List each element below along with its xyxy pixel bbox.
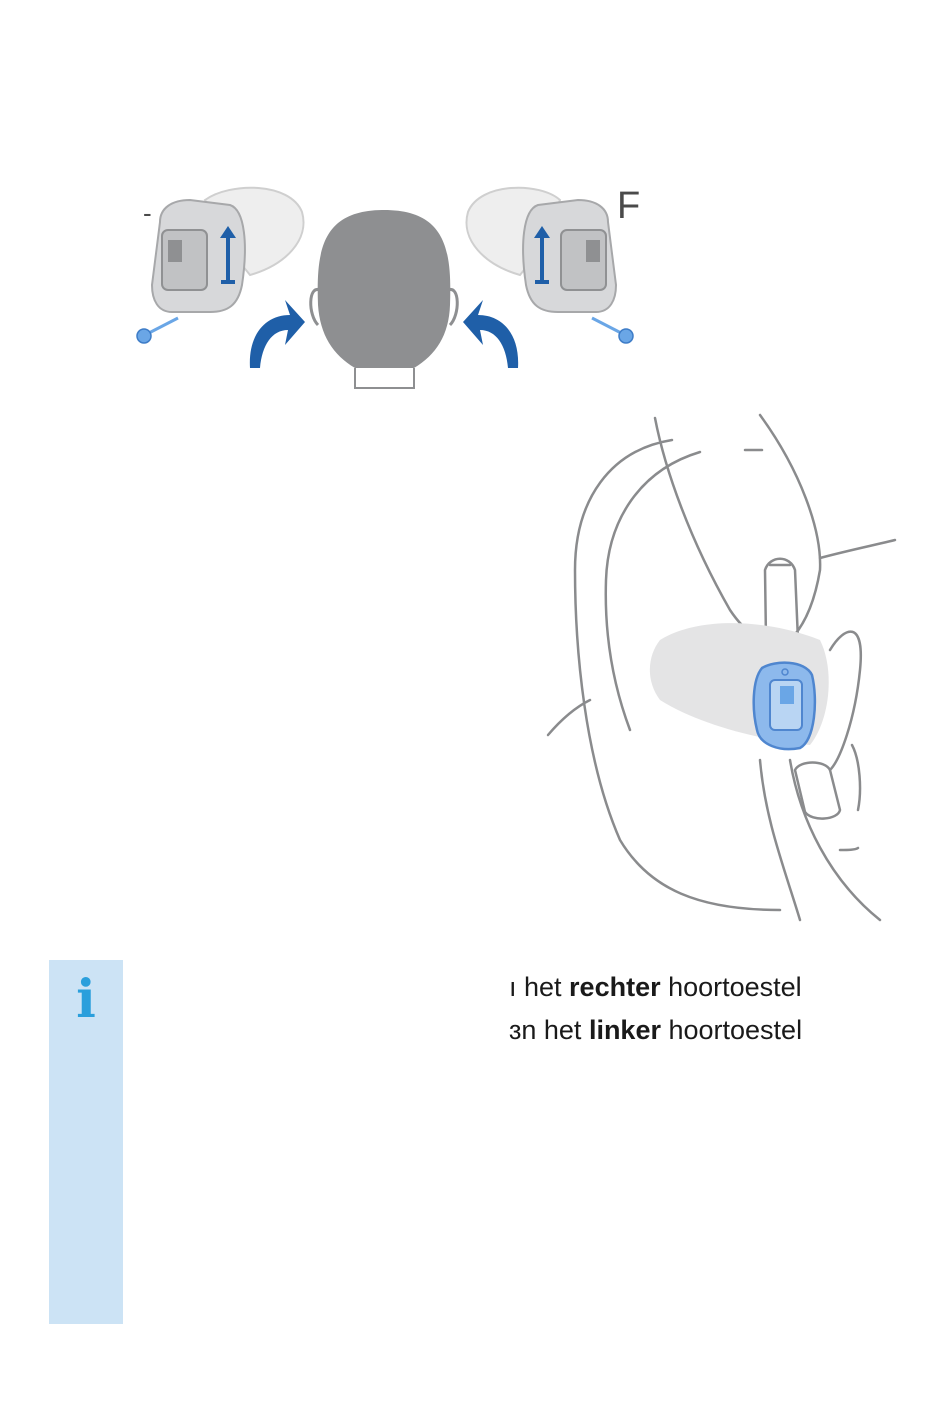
info-note-text: hoortoestel [660,1015,803,1045]
right-side-label: F [617,185,641,227]
info-note-bold-text: rechter [569,972,661,1002]
info-sidebar [49,960,123,1324]
lower-finger [760,760,880,920]
right-curved-arrow-icon [463,300,518,368]
left-side-label: - [143,198,152,228]
head-illustration [311,210,458,388]
hearing-aid-in-ear [754,663,815,749]
info-note-text: ı het [509,972,570,1002]
info-note-text: hoortoestel [660,972,802,1002]
upper-finger [655,415,820,644]
info-note-line-left [509,1015,802,1045]
info-note-text: ɜn het [509,1015,589,1045]
left-curved-arrow-icon [250,300,305,368]
ear-insertion-illustration [0,400,950,940]
info-icon: i [76,969,96,1030]
info-note-line-right [509,972,802,1002]
hearing-aid-placement-illustration [0,0,950,420]
info-note-bold-text: linker [588,1015,661,1045]
